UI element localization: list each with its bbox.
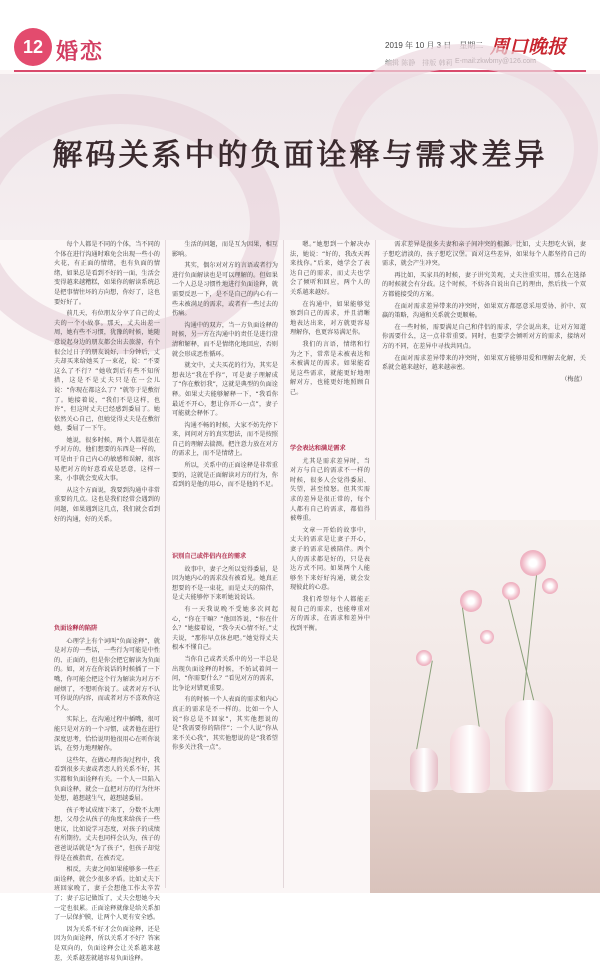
- paragraph: 需求差异是很多夫妻和亲子间冲突的根源。比如，丈夫想吃火锅，妻子想吃清淡的，孩子想吃汉堡。面对这些差异，如果每个人都坚持自己的需求，就会产生冲突。: [382, 241, 586, 268]
- paragraph: 其实，偶尔对对方的言语或者行为进行负面解读也是可以理解的。但如果一个人总是习惯性地进行负面诠释，就需要反思一下，是不是自己的内心有一些未被满足的需求，或者有一些过去的伤痛。: [172, 262, 278, 318]
- paragraph: 再比如，买家具的时候，妻子讲究美观，丈夫注重实用，那么在选择的时候就会有分歧。这个时候，不妨各自说出自己的理由，然后找一个双方都能接受的方案。: [382, 271, 586, 298]
- newspaper-logo: 周口晚报: [490, 36, 567, 58]
- paragraph: 孩子考试成绩下来了，分数不太理想，父母会从孩子的角度来给孩子一些建议，比如说学习态度，对孩子的成绩有所期待。丈夫也同样会认为，孩子的爸爸说话就是“为了孩子”，但孩子却觉得是在被指责，在被否定。: [54, 806, 160, 862]
- contact-email: E-mail:zkwbmy@126.com: [455, 58, 537, 65]
- editors-credit: 编辑 陈静 排版 韩莉: [385, 59, 453, 67]
- subheading: 负面诠释的陷阱: [54, 625, 98, 632]
- paragraph: 沟通中的双方，当一方负面诠释的时候，另一方在沟通中的责任是进行澄清和解释，而不是情绪化地回应，否则就会形成恶性循环。: [172, 321, 278, 358]
- paragraph: 有的时候一个人表面的需求和内心真正的需求是不一样的。比如一个人说“你总是不回家”，其实他想说的是“我需要你的陪伴”；一个人说“你从来不关心我”，其实他想说的是“我希望你多关注我一点”。: [172, 696, 278, 752]
- small-vase: [410, 748, 438, 792]
- article-column-1-bottom: [54, 620, 160, 962]
- paragraph: 在面对需求差异带来的冲突时，如果双方都愿意采用妥协、折中、双赢的策略，沟通和关系就会更顺畅。: [382, 302, 586, 320]
- paragraph: 当你自己或者关系中的另一半总是出现负面诠释的时候，不妨试着问一问，“你需要什么？”看见对方的需求，比争论对错更重要。: [172, 655, 278, 692]
- paragraph: 实际上，在沟通过程中插嘴，很可能只是对方的一个习惯，或者他在进行深度思考，恰恰说明他很用心在听你说话，在努力地理解你。: [54, 716, 160, 753]
- pink-flower: [520, 550, 546, 576]
- paragraph: 心理学上有个词叫“负面诠释”，就是对方的一些话，一些行为可能是中性的、正面的，但是你会把它解读为负面的。如，对方在你说话的时候插了一下嘴，你可能会把这个行为解读为对方不耐烦了，不想听你说了。或者对方不认可你说的内容，而或者对方不喜欢你这个人。: [54, 637, 160, 712]
- paragraph: 我们的言语，情绪和行为之下，常常是未被表达和未被满足的需求。如果能看见这些需求，就能更好地理解对方，也能更好地照顾自己。: [290, 340, 370, 396]
- paragraph: 故事中，妻子之所以觉得委屈，是因为她内心的需求没有被看见。她真正想要的不是一束花，而是丈夫的陪伴，是丈夫能够停下来听她说说话。: [172, 565, 278, 602]
- section-title: 婚恋: [56, 39, 105, 65]
- article-headline: 解码关系中的负面诠释与需求差异: [52, 138, 548, 173]
- page-number-badge: 12: [14, 28, 52, 66]
- article-column-1-top: [54, 240, 160, 610]
- article-column-2-top: [172, 240, 278, 540]
- article-column-3-bottom: [290, 440, 370, 888]
- photo-shelf: [370, 790, 600, 893]
- paragraph: 文章一开始的故事中，丈夫的需求是让妻子开心，妻子的需求是被陪伴。两个人的需求都是好的，只是表达方式不同。如果两个人能够坐下来好好沟通，就会发现彼此的心意。: [290, 526, 370, 592]
- paragraph: 生活的问题，而是互为因果，相互影响。: [172, 241, 278, 258]
- paragraph: 尤其是需求差异时，当对方与自己的需求不一样的时候，很多人会觉得委屈、失望，甚至愤怒。但其实需求的差异是很正常的，每个人都有自己的需求，都值得被尊重。: [290, 457, 370, 523]
- article-column-4: [382, 240, 586, 515]
- author-signature: （梅蓝）: [561, 375, 586, 383]
- paragraph: 沟通不畅的时候，大家不妨先停下来，问问对方的真实想法，而不是按照自己的理解去揣测。把注意力放在对方的需求上，而不是情绪上。: [172, 421, 278, 458]
- paragraph: 这些年，在做心理咨询过程中，我看到很多夫妻或者恋人的关系不好，其实都和负面诠释有关。一个人一旦陷入负面诠释，就会一直把对方的行为往坏处想，越想越生气，越想越委屈。: [54, 756, 160, 803]
- medium-vase: [450, 725, 490, 793]
- pink-flower: [480, 630, 494, 644]
- paragraph: 相反，夫妻之间如果能够多一些正面诠释，就会少很多矛盾。比如丈夫下班回家晚了，妻子会想他工作太辛苦了；妻子忘记做饭了，丈夫会想她今天一定也很累。正面诠释就像是给关系加了一层保护膜，让两个人更有安全感。: [54, 866, 160, 922]
- subheading: 识别自己或伴侣内在的需求: [172, 553, 247, 560]
- vase-flowers-photo: [370, 520, 600, 893]
- paragraph: 在沟通中，如果能够觉察到自己的需求，并且清晰地表达出来，对方就更容易理解你，也更容易满足你。: [290, 300, 370, 337]
- column-divider: [165, 240, 166, 888]
- article-column-2-bottom: [172, 548, 278, 888]
- paragraph: 所以，关系中的正面诠释是非常重要的，这就是正面解读对方的行为，你看到的是他的用心，而不是他的不足。: [172, 462, 278, 489]
- pink-flower: [542, 578, 558, 594]
- pink-flower: [502, 582, 520, 600]
- article-column-3-top: [290, 240, 370, 440]
- paragraph: 嗯。”她想到一个解决办法，她说：“好的，我改天再来找你。”后来，她学会了表达自己的需求，而丈夫也学会了倾听和回应，两个人的关系越来越好。: [290, 241, 370, 296]
- paragraph: 因为关系不好才会负面诠释，还是因为负面诠释，所以关系才不好？答案是双向的，负面诠释会让关系越来越差，关系越差就越容易负面诠释。: [54, 925, 160, 962]
- pink-flower: [416, 650, 432, 666]
- paragraph: 每个人都是不同的个体，当不同的个体在进行沟通时难免会出现一些小的火花，有正面的情绪，也有负面的情绪，如果总是看到不好的一面，生活会变得越来越糟糕，如果你的解读系统总是把事情往坏的方向想，你好了，这也要好好了。: [54, 241, 160, 306]
- paragraph: 在面对需求差异带来的冲突时，如果双方能够用爱和理解去化解，关系就会越来越好，越来越亲密。: [382, 354, 586, 372]
- column-divider: [375, 240, 376, 520]
- paragraph: 有一天我说晚不受她多次问起心，“你在干嘛？”他回答说，“你在什么？”她接着说，“我今天心情不好。”丈夫说，“那你早点休息吧。”她觉得丈夫根本不懂自己。: [172, 605, 278, 652]
- issue-date: 2019 年 10 月 3 日 星期二: [385, 41, 484, 50]
- paragraph: 就文中，丈夫买花的行为，其实是想表达“我在乎你”，可是妻子理解成了“你在敷衍我”，这就是典型的负面诠释。如果丈夫能够解释一下，“我看你最近不开心，想让你开心一点”，妻子可能就会释怀了。: [172, 362, 278, 418]
- pink-flower: [460, 590, 482, 612]
- subheading: 学会表达和满足需求: [290, 445, 346, 452]
- paragraph: 她说，很多时候，两个人都是很在乎对方的，他们想要的东西是一样的，可是由于自己内心的敏感和误解，很容易把对方的好意看成是恶意，这样一来，小事就会变成大事。: [54, 436, 160, 483]
- tall-vase: [505, 700, 553, 792]
- column-divider: [283, 240, 284, 888]
- paragraph: 前几天，有位朋友分享了自己的丈夫的一个小故事。那天，丈夫出差一周，她有些不习惯，犹豫的时候，她随意说起身边的朋友都会出去旅游，有个很会过日子的朋友说好，十分钟后，丈夫却买来给她买了一束花，说：“不要这么了不行？”她收到后有些不知所措，这是不是丈夫只是在一会儿说：“你现在都这么了？”就等于是敷衍了。她接着说，“我们不是这样，也许”，但这时丈夫已经感到委屈了。她依然关心自己，但她觉得丈夫是在敷衍她，委屈了一下午。: [54, 310, 160, 433]
- paragraph: 我们希望每个人都能正视自己的需求，也能尊重对方的需求，在需求和差异中找到平衡。: [290, 595, 370, 632]
- paragraph: 在一些时候，需要满足自己和伴侣的需求，学会说出来，让对方知道你需要什么，这一点非常重要。同时，也要学会倾听对方的需求，接纳对方的不同，在差异中寻找共同点。: [382, 323, 586, 350]
- paragraph: 从这个方面说，我要到沟通中非常重要的几点。这也是我们经常会遇到的问题，如果遇到这几点，我们就会看到好的沟通，好的关系。: [54, 486, 160, 523]
